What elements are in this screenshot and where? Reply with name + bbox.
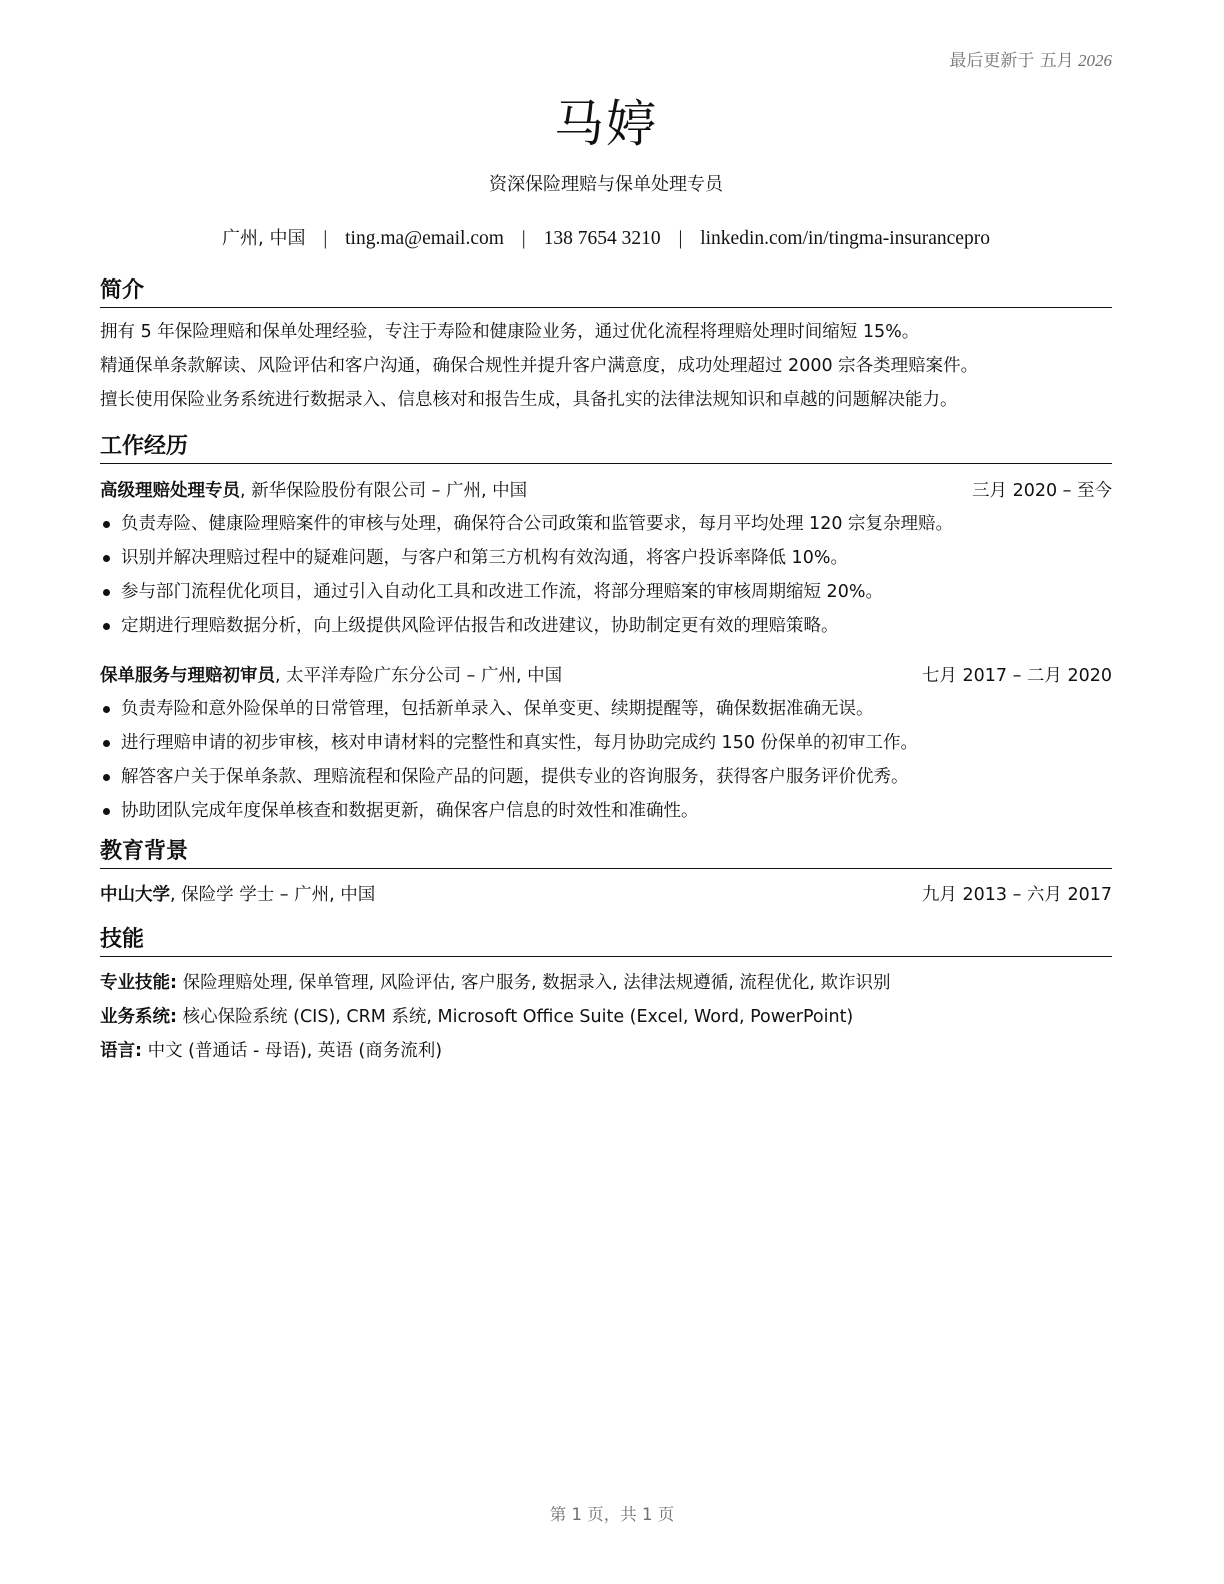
skill-label: 业务系统: <box>100 1007 177 1027</box>
contact-linkedin[interactable]: linkedin.com/in/tingma-insurancepro <box>700 228 990 249</box>
job-bullets <box>100 692 1112 828</box>
summary-line: 精通保单条款解读、风险评估和客户沟通，确保合规性并提升客户满意度，成功处理超过 2000 宗各类理赔案件。 <box>100 356 979 376</box>
skill-label: 语言: <box>100 1041 142 1061</box>
job-bullet: 定期进行理赔数据分析，向上级提供风险评估报告和改进建议，协助制定更有效的理赔策略。 <box>100 609 1112 643</box>
education-dates: 九月 2013 – 六月 2017 <box>921 885 1112 905</box>
candidate-name: 马婷 <box>554 95 658 153</box>
skills-section <box>100 926 1112 1068</box>
job-dates: 七月 2017 – 二月 2020 <box>921 666 1112 686</box>
job-bullets <box>100 507 1112 643</box>
contact-separator: | <box>521 228 526 249</box>
job-entry <box>100 660 1112 828</box>
contact-email[interactable]: ting.ma@email.com <box>345 228 504 249</box>
job-bullet: 识别并解决理赔过程中的疑难问题，与客户和第三方机构有效沟通，将客户投诉率降低 10%。 <box>100 541 1112 575</box>
job-header <box>100 660 1112 692</box>
section-title-summary: 简介 <box>100 277 1112 308</box>
last-updated-year: 2026 <box>1078 51 1112 70</box>
job-entry <box>100 475 1112 643</box>
skill-row <box>100 1000 1112 1034</box>
job-company: , 新华保险股份有限公司 – 广州, 中国 <box>240 481 528 501</box>
education-section <box>100 838 1112 911</box>
section-title-skills: 技能 <box>100 926 1112 957</box>
skill-row <box>100 966 1112 1000</box>
contact-separator: | <box>678 228 683 249</box>
experience-section <box>100 433 1112 828</box>
job-bullet: 协助团队完成年度保单核查和数据更新，确保客户信息的时效性和准确性。 <box>100 794 1112 828</box>
contact-separator: | <box>323 228 328 249</box>
job-bullet: 进行理赔申请的初步审核，核对申请材料的完整性和真实性，每月协助完成约 150 份保单的初审工作。 <box>100 726 1112 760</box>
contact-location: 广州, 中国 <box>222 228 306 249</box>
job-bullet: 负责寿险和意外险保单的日常管理，包括新单录入、保单变更、续期提醒等，确保数据准确无误。 <box>100 692 1112 726</box>
section-title-education: 教育背景 <box>100 838 1112 869</box>
job-role: 保单服务与理赔初审员 <box>100 666 275 686</box>
education-detail: , 保险学 学士 – 广州, 中国 <box>170 885 376 905</box>
summary-section <box>100 277 1112 417</box>
skill-row <box>100 1034 1112 1068</box>
job-bullet: 负责寿险、健康险理赔案件的审核与处理，确保符合公司政策和监管要求，每月平均处理 120 宗复杂理赔。 <box>100 507 1112 541</box>
education-entry <box>100 879 1112 911</box>
education-school: 中山大学 <box>100 885 170 905</box>
summary-line: 擅长使用保险业务系统进行数据录入、信息核对和报告生成，具备扎实的法律法规知识和卓越的问题解决能力。 <box>100 390 958 410</box>
job-bullet: 参与部门流程优化项目，通过引入自动化工具和改进工作流，将部分理赔案的审核周期缩短 20%。 <box>100 575 1112 609</box>
job-role: 高级理赔处理专员 <box>100 481 240 501</box>
last-updated <box>949 46 1112 71</box>
skill-value: 保险理赔处理, 保单管理, 风险评估, 客户服务, 数据录入, 法律法规遵循, 流程优化, 欺诈识别 <box>177 973 891 993</box>
job-header <box>100 475 1112 507</box>
skill-value: 核心保险系统 (CIS), CRM 系统, Microsoft Office Suite (Excel, Word, PowerPoint) <box>177 1007 854 1027</box>
section-title-experience: 工作经历 <box>100 433 1112 464</box>
resume-page <box>100 0 1112 1584</box>
skill-value: 中文 (普通话 - 母语), 英语 (商务流利) <box>142 1041 443 1061</box>
job-company: , 太平洋寿险广东分公司 – 广州, 中国 <box>275 666 563 686</box>
contact-line <box>100 224 1112 250</box>
summary-line: 拥有 5 年保险理赔和保单处理经验，专注于寿险和健康险业务，通过优化流程将理赔处理时间缩短 15%。 <box>100 322 920 342</box>
candidate-title: 资深保险理赔与保单处理专员 <box>489 174 723 195</box>
contact-phone[interactable]: 138 7654 3210 <box>543 228 661 249</box>
skill-label: 专业技能: <box>100 973 177 993</box>
job-bullet: 解答客户关于保单条款、理赔流程和保险产品的问题，提供专业的咨询服务，获得客户服务评价优秀。 <box>100 760 1112 794</box>
last-updated-label: 最后更新于 五月 <box>949 51 1074 71</box>
page-number: 第 1 页，共 1 页 <box>549 1505 675 1524</box>
job-dates: 三月 2020 – 至今 <box>972 481 1112 501</box>
